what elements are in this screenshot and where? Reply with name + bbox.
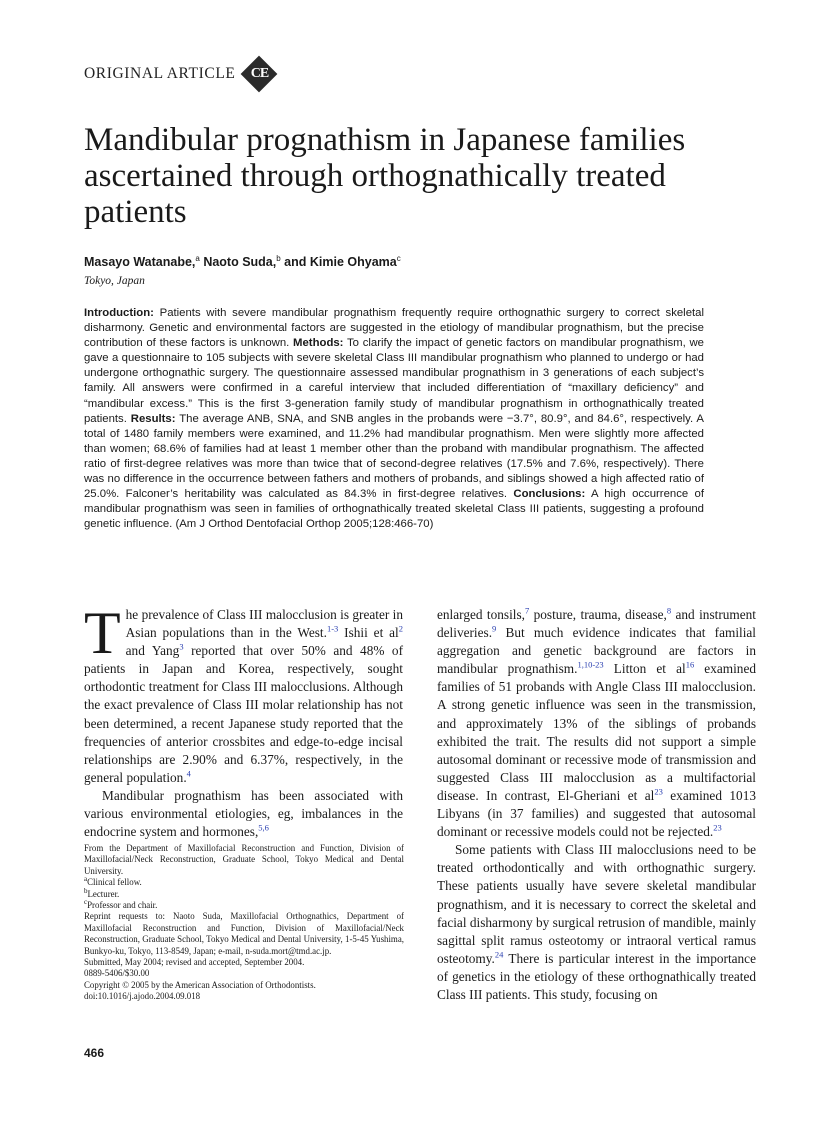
footnotes	[84, 843, 404, 1003]
footnote: $^c$Professor and chair.	[84, 898, 158, 911]
article-header	[84, 56, 277, 92]
citation-ref[interactable]: 7	[524, 605, 530, 616]
author-name: Naoto Suda,	[199, 255, 277, 270]
citation-ref[interactable]: 23	[713, 822, 722, 833]
logo-text: CE	[250, 66, 269, 81]
body-column-left	[84, 600, 404, 841]
section-label: ORIGINAL ARTICLE	[84, 65, 236, 82]
footnote: 0889-5406/$30.00	[84, 968, 150, 979]
footnote: Submitted, May 2004; revised and accepted, September 2004.	[84, 957, 305, 968]
footnote: From the Department of Maxillofacial Reconstruction and Function, Division of Maxillofacial/Neck Reconstruction, Graduate School, Tokyo Medical and Dental University.	[84, 843, 404, 876]
citation-ref[interactable]: 4	[186, 768, 191, 779]
author-name: Masayo Watanabe,	[84, 255, 196, 270]
footnote: Copyright © 2005 by the American Association of Orthodontists.	[84, 979, 316, 990]
affiliation-marker: b	[276, 254, 281, 263]
citation-ref[interactable]: 1,10-23	[577, 659, 604, 670]
author-name: and Kimie Ohyama	[280, 255, 397, 270]
footnote: $^b$Lecturer.	[84, 886, 120, 899]
paragraph: Mandibular prognathism has been associated with various environmental etiologies, eg, imbalances in the endocrine system and hormones,$^{5,6}$	[84, 787, 403, 840]
citation-ref[interactable]: 1-3	[326, 623, 339, 634]
citation-ref[interactable]: 24	[494, 949, 504, 960]
abstract: Introduction: Patients with severe mandibular prognathism frequently require orthognathic surgery to correct skeletal disharmony. Genetic and environmental factors are suggested in the etiology of mandibular prognathism, but the precise contribution of these factors is unknown. Methods: To clarify the impact of genetic factors on mandibular prognathism, we gave a questionnaire to 105 subjects with severe skeletal Class III mandibular prognathism who planned to undergo or had undergone orthognathic surgery. The questionnaire assessed mandibular prognathism in 3 generations of each subject’s family. All answers were confirmed in a careful interview that included differentiation of “maxillary deficiency” and “mandibular excess.” This is the first 3-generation family study of mandibular prognathism in orthognathically treated patients. Results: The average ANB, SNA, and SNB angles in the probands were −3.7°, 80.9°, and 84.6°, respectively. A total of 1480 family members were examined, and 11.2% had mandibular prognathism. Men were slightly more affected than women; 68.6% of families had at least 1 member other than the proband with mandibular prognathism. The affected ratio of first-degree relatives was more than twice that of second-degree relatives (17.5% and 7.6%, respectively). There was no difference in the occurrence between fathers and mothers of probands, and siblings showed a high affected ratio of 25.0%. Falconer’s heritability was calculated as 84.3% in first-degree relatives. Conclusions: A high occurrence of mandibular prognathism was seen in families of orthognathically treated skeletal Class III patients, suggesting a profound genetic influence. (Am J Orthod Dentofacial Orthop 2005;128:466-70)	[84, 307, 704, 531]
abstract-heading: Introduction:	[84, 307, 154, 319]
abstract-heading: Methods:	[293, 337, 344, 350]
citation-ref[interactable]: 9	[492, 623, 497, 634]
paragraph: he prevalence of Class III malocclusion is greater in Asian populations than in the West.$^{1-3}$ Ishii et $al^2$ and Yang$^3$ reported that over 50% and 48% of patients in Japan and Korea, respectively, sought orthodontic treatment for Class III malocclusions. Although the exact prevalence of Class III molar relationship has not been determined, a recent Japanese study reported that the frequencies of anterior crossbites and edge-to-edge incisal relationships are 2.90% and 6.37%, respectively, in the general population.$^4$	[84, 607, 404, 785]
drop-cap: T	[84, 600, 121, 666]
citation-ref[interactable]: 3	[179, 641, 184, 652]
paragraph: enlarged tonsils,$^7$ posture, trauma, disease,$^8$ and instrument deliveries.$^9$ But much evidence indicates that familial aggregation and genetic background are factors in mandibular prognathism.$^{1,10-23}$ Litton et $al^{16}$ examined families of 51 probands with Angle Class III malocclusion. A strong genetic influence was seen in the transmission, and approximately 13% of the siblings of probands exhibited the trait. The results did not support a simple autosomal dominant or recessive mode of transmission and suggested Class III malocclusion as a multifactorial disease. In contrast, El-Gheriani et $al^{23}$ examined 1013 Libyans (in 37 families) and suggested that autosomal dominant or recessive models could not be rejected.$^{23}$	[437, 605, 756, 840]
citation-ref[interactable]: 23	[654, 786, 663, 797]
continuing-education-logo	[241, 56, 277, 92]
citation-ref[interactable]: 16	[685, 659, 695, 670]
page-number: 466	[84, 1046, 105, 1060]
footnote: doi:10.1016/j.ajodo.2004.09.018	[84, 991, 201, 1002]
footnote: $^a$Clinical fellow.	[84, 875, 142, 888]
footnote: Reprint requests to: Naoto Suda, Maxillofacial Orthognathics, Department of Maxillofacial Reconstruction and Function, Division of Maxillofacial/Neck Reconstruction, Graduate School, Tokyo Medical and Dental University, 1-5-45 Yushima, Bunkyo-ku, Tokyo, 113-8549, Japan; e-mail, n-suda.mort@tmd.ac.jp.	[84, 911, 404, 956]
affiliation-marker: c	[396, 254, 401, 263]
citation-ref[interactable]: 2	[398, 623, 403, 634]
body-column-right	[437, 606, 756, 1004]
abstract-heading: Conclusions:	[513, 488, 586, 501]
author-location: Tokyo, Japan	[84, 275, 145, 287]
abstract-heading: Results:	[130, 412, 176, 425]
affiliation-marker: a	[195, 254, 200, 263]
paragraph: Some patients with Class III malocclusions need to be treated orthodontically and with orthognathic surgery. These patients usually have severe skeletal mandibular prognathism, and it is necessary to correct the skeletal and facial disharmony by surgical retrusion of mandible, mainly sagittal split ramus osteotomy or intraoral vertical ramus osteotomy.$^{24}$ There is particular interest in the importance of genetics in the etiology of these orthognathically treated Class III patients. This study, focusing on	[437, 842, 756, 1002]
author-list	[84, 254, 401, 269]
article-title: Mandibular prognathism in Japanese families ascertained through orthognathically treated patients	[84, 122, 686, 230]
citation-ref[interactable]: 8	[666, 605, 672, 616]
citation-ref[interactable]: 5,6	[258, 822, 269, 833]
